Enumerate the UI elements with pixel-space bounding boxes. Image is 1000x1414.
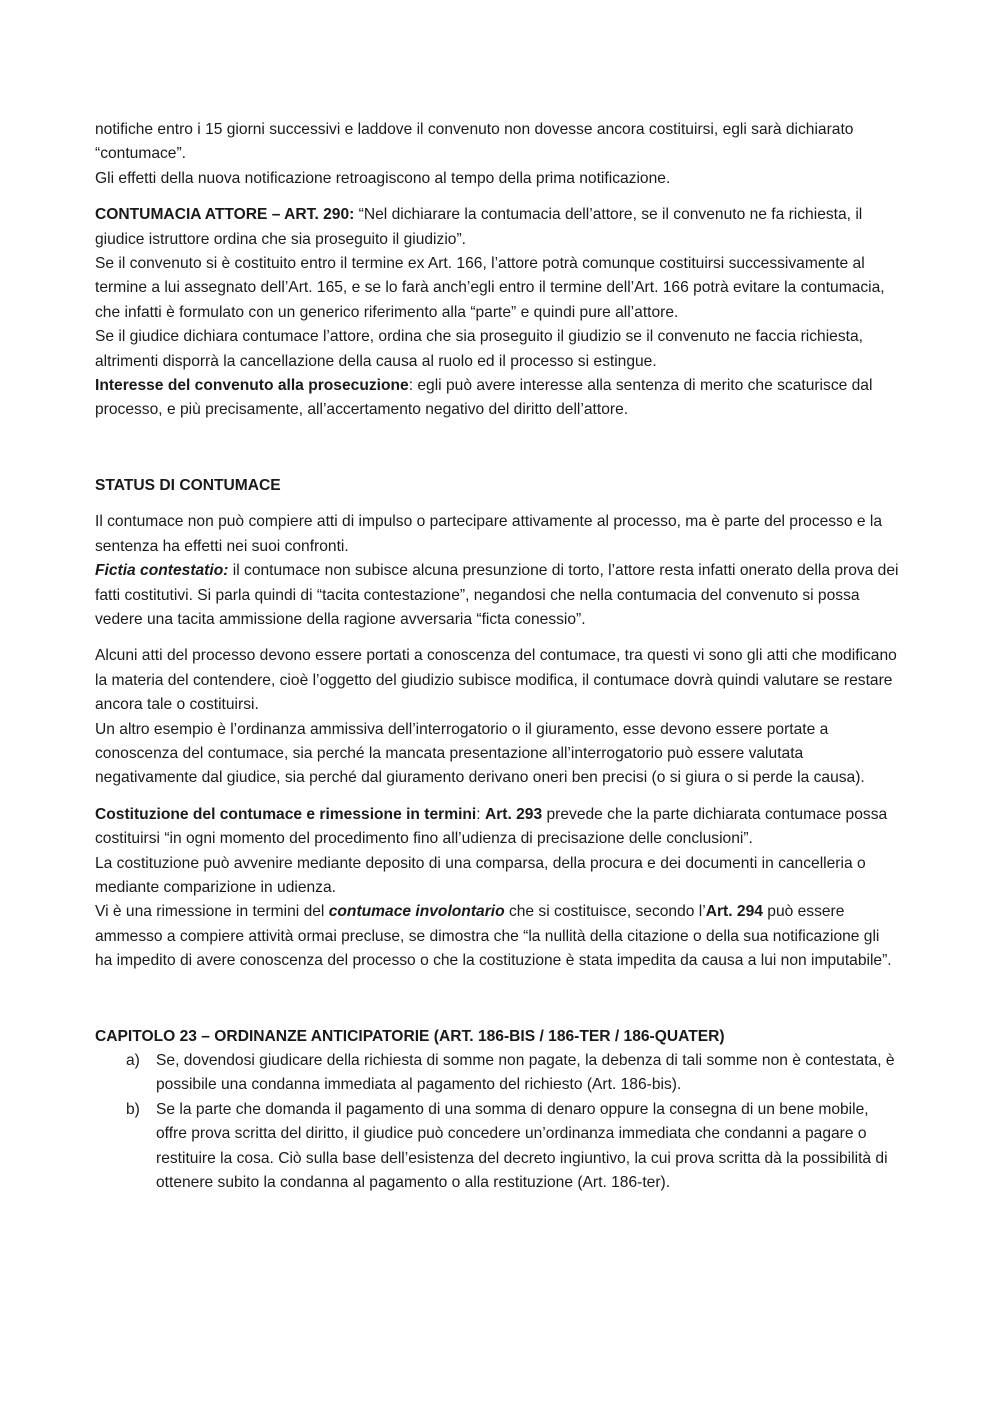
status-paragraph-3: Alcuni atti del processo devono essere portati a conoscenza del contumace, tra questi vi sono gli atti che modificano la materia del contendere, cioè l’oggetto del giudizio subisce modifica, il contumace dovrà quindi valutare se restare ancora tale o costituirsi. (95, 647, 897, 714)
costituzione-contumace-text: prevede che la parte dichiarata contumace possa costituirsi “in ogni momento del procedimento fino all’udienza di precisazione delle conclusioni”. (95, 805, 888, 848)
art-294-label: Art. 294 (705, 903, 763, 921)
intro-paragraph-1: notifiche entro i 15 giorni successivi e laddove il convenuto non dovesse ancora costituirsi, egli sarà dichiarato “contumace”. (95, 121, 854, 163)
rimessione-text-c: che si costituisce, secondo l’ (504, 903, 706, 921)
list-item-text: Se, dovendosi giudicare della richiesta di somme non pagate, la debenza di tali somme non è contestata, è possibile una condanna immediata al pagamento del richiesto (Art. 186-bis). (156, 1052, 895, 1094)
list-marker: a) (126, 1052, 140, 1069)
contumacia-attore-paragraph-2: Se il convenuto si è costituito entro il termine ex Art. 166, l’attore potrà comunque costituirsi successivamente al termine a lui assegnato dell’Art. 165, e se lo farà anch’egli entro il termine dell’Art. 166 potrà evitare la contumacia, che infatti è formulato con un generico riferimento alla “parte” e quindi pure all’attore. (95, 255, 885, 321)
status-paragraph-1: Il contumace non può compiere atti di impulso o partecipare attivamente al processo, ma è parte del processo e la sentenza ha effetti nei suoi confronti. (95, 513, 883, 555)
ordinanze-list (95, 1049, 900, 1195)
capitolo-23-heading: CAPITOLO 23 – ORDINANZE ANTICIPATORIE (ART. 186-BIS / 186-TER / 186-QUATER) (95, 1027, 725, 1045)
document-body (95, 118, 900, 1195)
intro-paragraph-2: Gli effetti della nuova notificazione retroagiscono al tempo della prima notificazione. (95, 169, 671, 187)
status-contumace-heading: STATUS DI CONTUMACE (95, 476, 281, 494)
interesse-convenuto-text: : egli può avere interesse alla sentenza di merito che scaturisce dal processo, e più precisamente, all’accertamento negativo del diritto dell’attore. (95, 377, 873, 419)
status-paragraph-6: La costituzione può avvenire mediante deposito di una comparsa, della procura e dei documenti in cancelleria o mediante comparizione in udienza. (95, 854, 866, 896)
fictia-contestatio-label: Fictia contestatio: (95, 562, 229, 580)
list-item-text: Se la parte che domanda il pagamento di una somma di denaro oppure la consegna di un bene mobile, offre prova scritta del diritto, il giudice può concedere un’ordinanza immediata che condanni a pagare o restituire la cosa. Ciò sulla base dell’esistenza del decreto ingiuntivo, la cui prova scritta dà la possibilità di ottenere subito la condanna al pagamento o alla restituzione (Art. 186-ter). (156, 1100, 888, 1192)
interesse-convenuto-paragraph (95, 374, 900, 423)
costituzione-contumace-label: Costituzione del contumace e rimessione in termini (95, 805, 477, 823)
status-paragraph-4: Un altro esempio è l’ordinanza ammissiva dell’interrogatorio o il giuramento, esse devono essere portate a conoscenza del contumace, sia perché la mancata presentazione all’interrogatorio può essere valutata negativamente dal giudice, sia perché dal giuramento derivano oneri ben precisi (o si giura o si perde la causa). (95, 720, 865, 787)
fictia-contestatio-text: il contumace non subisce alcuna presunzione di torto, l’attore resta infatti onerato della prova dei fatti costitutivi. Si parla quindi di “tacita contestazione”, negandosi che nella contumacia del convenuto si possa vedere una tacita ammissione della ragione avversaria “ficta conessio”. (95, 562, 899, 628)
costituzione-contumace-paragraph (95, 803, 900, 852)
interesse-convenuto-label: Interesse del convenuto alla prosecuzione (95, 377, 409, 395)
contumace-involontario-label: contumace involontario (328, 903, 505, 921)
list-item (95, 1049, 900, 1098)
contumacia-attore-label: CONTUMACIA ATTORE – ART. 290: (95, 206, 355, 224)
rimessione-text-d: può essere ammesso a compiere attività ormai precluse, se dimostra che “la nullità della citazione o della sua notificazione gli ha impedito di avere conoscenza del processo o che la costituzione è stata impedita da causa a lui non imputabile”. (95, 903, 892, 970)
list-item (95, 1098, 900, 1196)
list-marker: b) (126, 1100, 140, 1118)
art-290-quote: “Nel dichiarare la contumacia dell’attore, se il convenuto ne fa richiesta, il giudice istruttore ordina che sia proseguito il giudizio”. (95, 206, 863, 248)
rimessione-text-a: Vi è una rimessione in termini del (95, 903, 329, 921)
costituzione-separator: : (476, 805, 485, 823)
fictia-contestatio-paragraph (95, 559, 900, 632)
rimessione-termini-paragraph (95, 900, 900, 973)
contumacia-attore-paragraph (95, 203, 900, 252)
art-293-label: Art. 293 (484, 805, 543, 823)
contumacia-attore-paragraph-3: Se il giudice dichiara contumace l’attore, ordina che sia proseguito il giudizio se il convenuto ne faccia richiesta, altrimenti disporrà la cancellazione della causa al ruolo ed il processo si estingue. (95, 328, 863, 370)
